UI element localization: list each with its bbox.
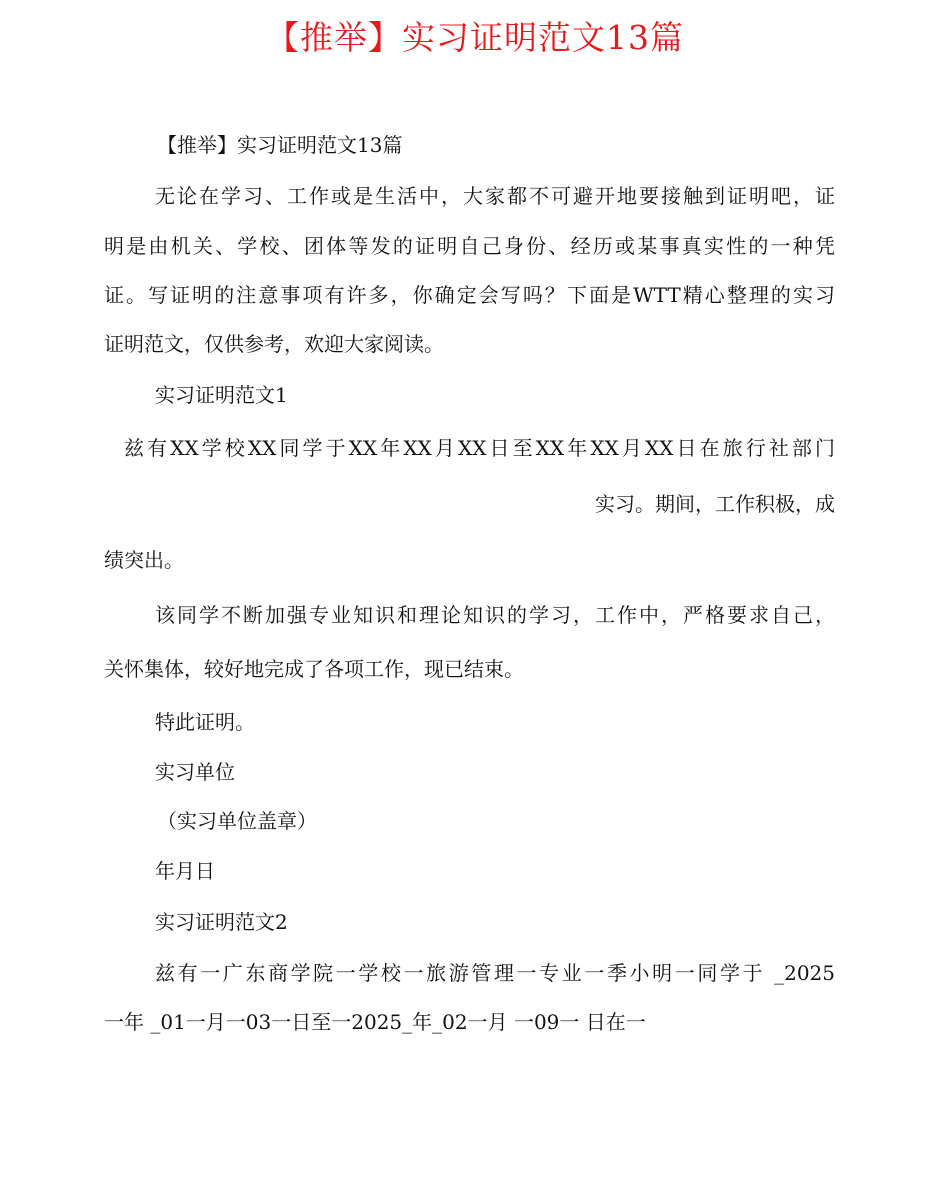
sample1-para2-line-2: 关怀集体，较好地完成了各项工作，现已结束。	[104, 657, 524, 681]
sample1-unit: 实习单位	[155, 760, 235, 784]
sample1-date: 年月日	[155, 859, 215, 883]
intro-line-1: 无论在学习、工作或是生活中，大家都不可避开地要接触到证明吧，证	[155, 184, 835, 208]
sample1-seal: （实习单位盖章）	[157, 809, 317, 833]
document-title: 【推举】实习证明范文13篇	[266, 18, 684, 57]
document-subtitle: 【推举】实习证明范文13篇	[157, 133, 403, 157]
sample2-heading: 实习证明范文2	[155, 910, 288, 934]
sample1-body-line-3: 绩突出。	[104, 548, 184, 572]
intro-line-4: 证明范文，仅供参考，欢迎大家阅读。	[104, 332, 444, 356]
sample2-body-line-2: 一年 _01一月一03一日至一2025_年_02一月 一09一 日在一	[104, 1010, 646, 1034]
sample2-body-line-1: 兹有一广东商学院一学校一旅游管理一专业一季小明一同学于 _2025	[155, 961, 835, 985]
sample1-heading: 实习证明范文1	[155, 383, 288, 407]
sample1-closing: 特此证明。	[155, 710, 255, 734]
sample1-body-line-1: 兹有XX学校XX同学于XX年XX月XX日至XX年XX月XX日在旅行社部门	[124, 436, 835, 460]
sample1-para2-line-1: 该同学不断加强专业知识和理论知识的学习，工作中，严格要求自己，	[155, 603, 835, 627]
sample1-body-line-2: 实习。期间，工作积极，成	[595, 492, 835, 516]
intro-line-3: 证。写证明的注意事项有许多，你确定会写吗？下面是WTT精心整理的实习	[104, 283, 835, 307]
intro-line-2: 明是由机关、学校、团体等发的证明自己身份、经历或某事真实性的一种凭	[104, 234, 835, 258]
